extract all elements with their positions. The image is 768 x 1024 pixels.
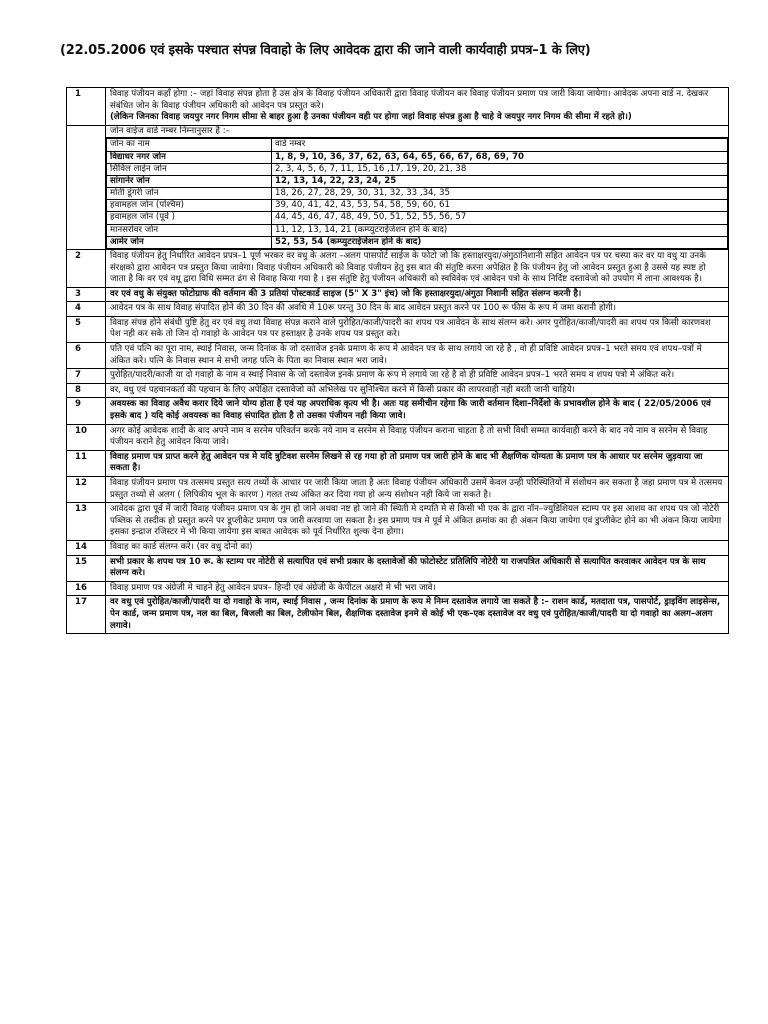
row-text: विवाह पंजीयन हेतु निर्धारित आवेदन प्रपत्र–1 पूर्ण भरकर वर वधु के अलग –अलग पासपोर्ट साईज के फोटो जो कि हस्ताक्षरयुदा/अंगुठानिशानी सहित आवेदन पत्र पर चस्पा कर वर या वधु या उनके संरक्षको द्वारा आवेदन पत्र प्रस्तुत किया जावेगा। विवाह पंजीयन अधिकारी को विवाह पंजीयन हेतु इस बात की संतुष्टि करना अपेक्षित है कि पंजीयन हेतु जो आवेदन प्रस्तुत हुआ है उससे यह स्पष्ट हो जाता है कि वर एवं वधू द्वारा विधि सम्मत ढंग से विवाह किया गया है । इस संतुष्टि हेतु पंजीयन अधिकारी को स्वविवेक एवं आवेदन पत्रो के साथ निर्दिष्ट दस्तावेजो को उपयोग में लाना आवश्यक है। (106, 249, 729, 287)
zone-table (106, 138, 728, 249)
instructions-table (66, 87, 729, 634)
table-row (67, 424, 729, 450)
zone-wards: 52, 53, 54 (कम्प्युटराईजेशन होने के बाद) (272, 236, 728, 248)
table-row (67, 596, 729, 634)
table-row (67, 287, 729, 302)
zone-wards: 11, 12, 13, 14, 21 (कम्प्युटराईजेशन होने के बाद) (272, 224, 728, 236)
zone-name: सांगानेर जोन (107, 175, 272, 187)
table-row (67, 540, 729, 555)
zone-row (107, 224, 728, 236)
row-text (106, 88, 729, 126)
zone-name: विद्याधर नगर जोन (107, 151, 272, 163)
zone-name: हवामहल जोन (पश्चिम) (107, 200, 272, 212)
table-row (67, 398, 729, 424)
row-number: 15 (67, 555, 106, 581)
zone-wards: 1, 8, 9, 10, 36, 37, 62, 63, 64, 65, 66, 67, 68, 69, 70 (272, 151, 728, 163)
row-number: 13 (67, 503, 106, 541)
table-row (67, 503, 729, 541)
zone-col-header: जोन का नाम (107, 139, 272, 151)
zone-row (107, 175, 728, 187)
row-number: 12 (67, 477, 106, 503)
row-text: वर एवं वधु के संयुक्त फोटोग्राफ की वर्तमान की 3 प्रतियां पोस्टकार्ड साइज (5" X 3" इंच) जो कि हस्ताक्षरयुदा/अंगुठा निशानी सहित संलग्न करनी है। (106, 287, 729, 302)
table-row (67, 343, 729, 369)
table-row (67, 581, 729, 596)
row-number: 4 (67, 302, 106, 317)
wards-col-header: वार्ड नम्बर (272, 139, 728, 151)
zone-wards: 2, 3, 4, 5, 6, 7, 11, 15, 16 ,17, 19, 20, 21, 38 (272, 163, 728, 175)
table-row (67, 450, 729, 476)
row-text: विवाह का कार्ड संलग्न करे। (वर वधु दोनो का) (106, 540, 729, 555)
row-number: 9 (67, 398, 106, 424)
table-row (67, 477, 729, 503)
zone-row (107, 163, 728, 175)
zone-wards: 39, 40, 41, 42, 43, 53, 54, 58, 59, 60, 61 (272, 200, 728, 212)
table-row (67, 249, 729, 287)
zone-wards-row (67, 125, 729, 249)
row-number: 3 (67, 287, 106, 302)
zone-wards: 44, 45, 46, 47, 48, 49, 50, 51, 52, 55, 56, 57 (272, 212, 728, 224)
page-title: (22.05.2006 एवं इसके पश्चात संपन्न विवाहो के लिए आवेदक द्वारा की जाने वाली कार्यवाही प्रपत्र–1 के लिए) (60, 43, 591, 58)
row-text: अगर कोई आवेदक शादी के बाद अपने नाम व सरनेम परिवर्तन करके नये नाम व सरनेम से विवाह पंजीयन कराना चाहता है तो सभी विधी सम्मत कार्यवाही करने के बाद नये नाम व सरनेम से विवाह पंजीयन कराने हेतु आवेदन किया जावे। (106, 424, 729, 450)
row-text: सभी प्रकार के शपथ पत्र 10 रू. के स्टाम्प पर नोटेरी से सत्यापित एवं सभी प्रकार के दस्तावेजों की फोटोस्टेट प्रतिलिपि नोटेरी या राजपत्रित अधिकारी से सत्यापित करवाकर आवेदन पत्र के साथ संलग्न करे। (106, 555, 729, 581)
zone-row (107, 200, 728, 212)
table-row (67, 302, 729, 317)
zone-row (107, 188, 728, 200)
zone-row (107, 151, 728, 163)
table-row (67, 88, 729, 126)
row-number: 1 (67, 88, 106, 126)
row-text: विवाह पंजीयन प्रमाण पत्र तत्समय प्रस्तुत सत्य तथ्यों के आधार पर जारी किया जाता है अतः विवाह पंजीयन अधिकारी उसमें केवल उन्ही परिस्थितियों में संशोधन कर सकता है जहा प्रमाण पत्र मे तत्समय प्रस्तुत तथ्यो से अलग ( लिपिकीय भूल के कारण ) गलत तथ्य अंकित कर दिया गया हो अन्य संशोधन नही किये जा सकते है। (106, 477, 729, 503)
row-number: 17 (67, 596, 106, 634)
row-text: अवयस्क का विवाह अवैध करार दिये जाने योग्य होता है एवं यह अपराधिक कृत्य भी है। अतः यह समीचीन रहेगा कि जारी वर्तमान दिशा–निर्देशो के प्रभावशील होने के बाद ( 22/05/2006 एवं इसके बाद ) यदि कोई अवयस्क का विवाह संपादित होता है तो उसका पंजीयन नही किया जावे। (106, 398, 729, 424)
zone-name: हवामहल जोन (पूर्व ) (107, 212, 272, 224)
row-number: 5 (67, 316, 106, 342)
table-row (67, 383, 729, 398)
registration-place-text: विवाह पंजीयन कहाँ होगा :– जहां विवाह संपन्न होता है उस क्षेत्र के विवाह पंजीयन अधिकारी द्वारा विवाह पंजीयन कर विवाह पंजीयन प्रमाण पत्र जारी किया जायेगा। आवेदक अपना वार्ड न. देखकर संबंधित जोन के विवाह पंजीयन अधिकारी को आवेदन पत्र प्रस्तुत करे। (110, 89, 709, 111)
row-number: 11 (67, 450, 106, 476)
row-text: पति एवं पत्नि का पूरा नाम, स्थाई निवास, जन्म दिनांक के जो दस्तावेज इनके प्रमाण के रूप मे आवेदन पत्र के साथ लगाये जा रहे है , वो ही प्रविष्टि आवेदन प्रपत्र–1 भरते समय एवं शपथ–पत्रों मे अंकित करे। पत्नि के निवास स्थान मे सभी जगह पत्नि के पिता का निवास स्थान भरा जावे। (106, 343, 729, 369)
zone-name: आमेर जोन (107, 236, 272, 248)
row-number: 7 (67, 369, 106, 384)
row-text: आवेदन पत्र के साथ विवाह संपादित होने की 30 दिन की अवधि में 10रू परन्तु 30 दिन के बाद आवेदन प्रस्तुत करने पर 100 रू फीस के रूप मे जमा करानी होगी। (106, 302, 729, 317)
zone-heading: जोन वाईज वार्ड नम्बर निम्नानुसार है :– (106, 126, 728, 139)
row-text: आवेदक द्वारा पूर्व में जारी विवाह पंजीयन प्रमाण पत्र के गुम हो जाने अथवा नष्ट हो जाने की स्थिती मे दम्पति मे से किसी भी एक के द्वारा नॉन–ज्युडिशियल स्टाम्प पर इस आशय का शपथ पत्र जो नोटेरी पब्लिक से तस्दीक हो प्रस्तुत करने पर डूप्लीकेट प्रमाण पत्र जारी करवाया जा सकता है। इस प्रमाण पत्र मे पूर्व मे अंकित क्रमांक का ही अंकन किया जायेगा एवं डुप्लीकेट होने का भी अंकन किया जायेगा इसका इन्द्राज रजिस्टर मे भी किया जायेगा इस बाबत आवेदक को पूर्व निर्धारित शुल्क देना होगा। (106, 503, 729, 541)
zone-row (107, 236, 728, 248)
zone-name: सिविल लाईन जोन (107, 163, 272, 175)
table-row (67, 555, 729, 581)
row-number: 8 (67, 383, 106, 398)
table-row (67, 316, 729, 342)
row-text: वर, वधु एवं पहचानकर्ता की पहचान के लिए अपेक्षित दस्तावेजो को अभिलेख पर सुनिश्चित करने में किसी प्रकार की लापरवाही नही बरती जानी चाहिये। (106, 383, 729, 398)
zone-header-row (107, 139, 728, 151)
row-number: 14 (67, 540, 106, 555)
row-text: पुरोहित/पादरी/काजी या दो गवाहो के नाम व स्थाई निवास के जो दस्तावेज इनके प्रमाण के रूप मे लगाये जा रहे है वो ही प्रविष्टि आवेदन प्रपत्र–1 भरते समय व शपथ पत्रो मे अंकित करे। (106, 369, 729, 384)
zone-wards: 18, 26, 27, 28, 29, 30, 31, 32, 33 ,34, 35 (272, 188, 728, 200)
row-number: 16 (67, 581, 106, 596)
zone-name: मानसरोवर जोन (107, 224, 272, 236)
table-row (67, 369, 729, 384)
row-number: 2 (67, 249, 106, 287)
row-text: विवाह प्रमाण पत्र प्राप्त करने हेतु आवेदन पत्र मे यदि त्रुटिवश सरनेम लिखने से रह गया हो तो प्रमाण पत्र जारी होने के बाद भी शैक्षणिक योग्यता के प्रमाण पत्र के आधार पर सरनेम जुड़वाया जा सकता है। (106, 450, 729, 476)
row-text: विवाह संपन्न होने संबंधी पुष्टि हेतु वर एवं वधु तथा विवाह संपन्न कराने वाले पुरोहित/काजी/पादरी का शपथ पत्र आवेदन के साथ संलग्न करे। अगर पुरोहित/काजी/पादरी का शपथ पत्र किसी कारणवश पेश नही कर सके तो जिन दो गवाहो के आवेदन पत्र पर हस्ताक्षर है उनके शपथ पत्र प्रस्तुत करे। (106, 316, 729, 342)
registration-place-note: (लेकिन जिनका विवाह जयपुर नगर निगम सीमा से बाहर हुआ है उनका पंजीयन वही पर होगा जहां विवाह संपन्न हुआ है चाहे वे जयपुर नगर निगम की सीमा में रहते हो।) (110, 112, 632, 123)
row-number: 10 (67, 424, 106, 450)
zone-row (107, 212, 728, 224)
row-number: 6 (67, 343, 106, 369)
zone-name: मोती डूंगरी जोन (107, 188, 272, 200)
row-text: वर वधु एवं पुरोहित/काजी/पादरी या दो गवाहो के नाम, स्थाई निवास , जन्म दिनांक के प्रमाण के रूप मे निम्न दस्तावेज लगाये जा सकते है :– राशन कार्ड, मतदाता पत्र, पासपोर्ट, ड्राइविंग लाइसेन्स, पेन कार्ड, जन्म प्रमाण पत्र, नल का बिल, बिजली का बिल, टेलीफोन बिल, शैक्षणिक दस्तावेज इनमे से कोई भी एक–एक दस्तावेज वर वधु एवं पुरोहित/काजी/पादरी या दो गवाहो का अलग–अलग लगावे। (106, 596, 729, 634)
row-text: विवाह प्रमाण पत्र अंग्रेजी मे चाहने हेतु आवेदन प्रपत्र– हिन्दी एवं अंग्रेजी के केपीटल अक्षरो मे भी भरा जावे। (106, 581, 729, 596)
zone-wards: 12, 13, 14, 22, 23, 24, 25 (272, 175, 728, 187)
